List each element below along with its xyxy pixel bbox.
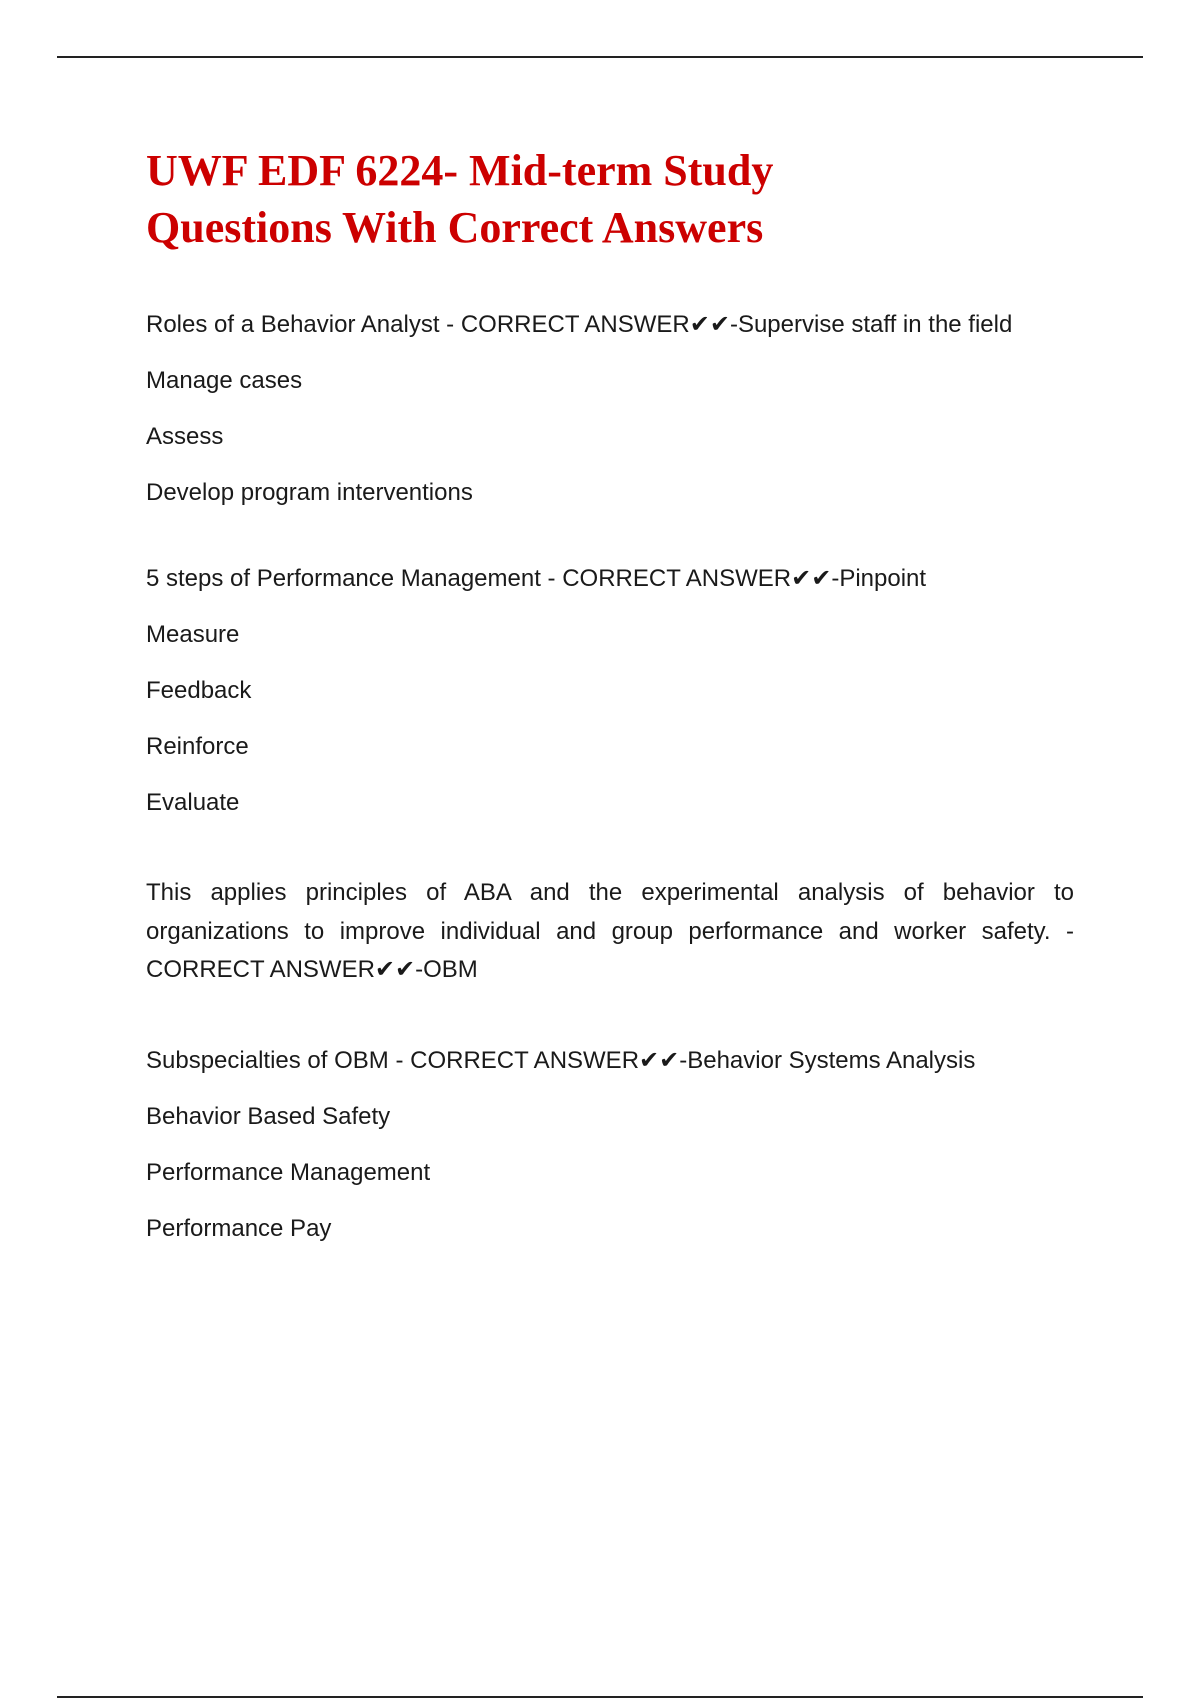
answer-line: Reinforce [146,733,249,760]
header-rule [57,56,1143,58]
question-line: Subspecialties of OBM - CORRECT ANSWER✔✔-Behavior Systems Analysis [146,1046,976,1074]
answer-line: Behavior Based Safety [146,1102,391,1130]
question-paragraph: This applies principles of ABA and the experimental analysis of behavior to organizations to improve individual and group performance and worker safety. - CORRECT ANSWER✔✔-OBM [146,879,1074,983]
answer-line: Measure [146,621,240,648]
answer-line: Performance Pay [146,1214,332,1242]
qa-block [146,1046,1074,1244]
qa-block [146,310,1074,508]
question-line: 5 steps of Performance Management - CORRECT ANSWER✔✔-Pinpoint [146,565,927,592]
answer-line: Manage cases [146,367,303,394]
answer-line: Evaluate [146,789,240,816]
answer-line: Feedback [146,677,252,704]
answer-line: Performance Management [146,1158,431,1186]
question-line: Roles of a Behavior Analyst - CORRECT ANSWER✔✔-Supervise staff in the field [146,311,1013,338]
document-body [146,142,1074,1300]
answer-line: Develop program interventions [146,479,473,506]
qa-block [146,564,1074,818]
footer-rule [57,1696,1143,1698]
document-title: UWF EDF 6224- Mid-term Study Questions With Correct Answers [146,146,774,252]
qa-list [146,310,1074,1244]
qa-block [146,874,1074,990]
answer-line: Assess [146,423,224,450]
